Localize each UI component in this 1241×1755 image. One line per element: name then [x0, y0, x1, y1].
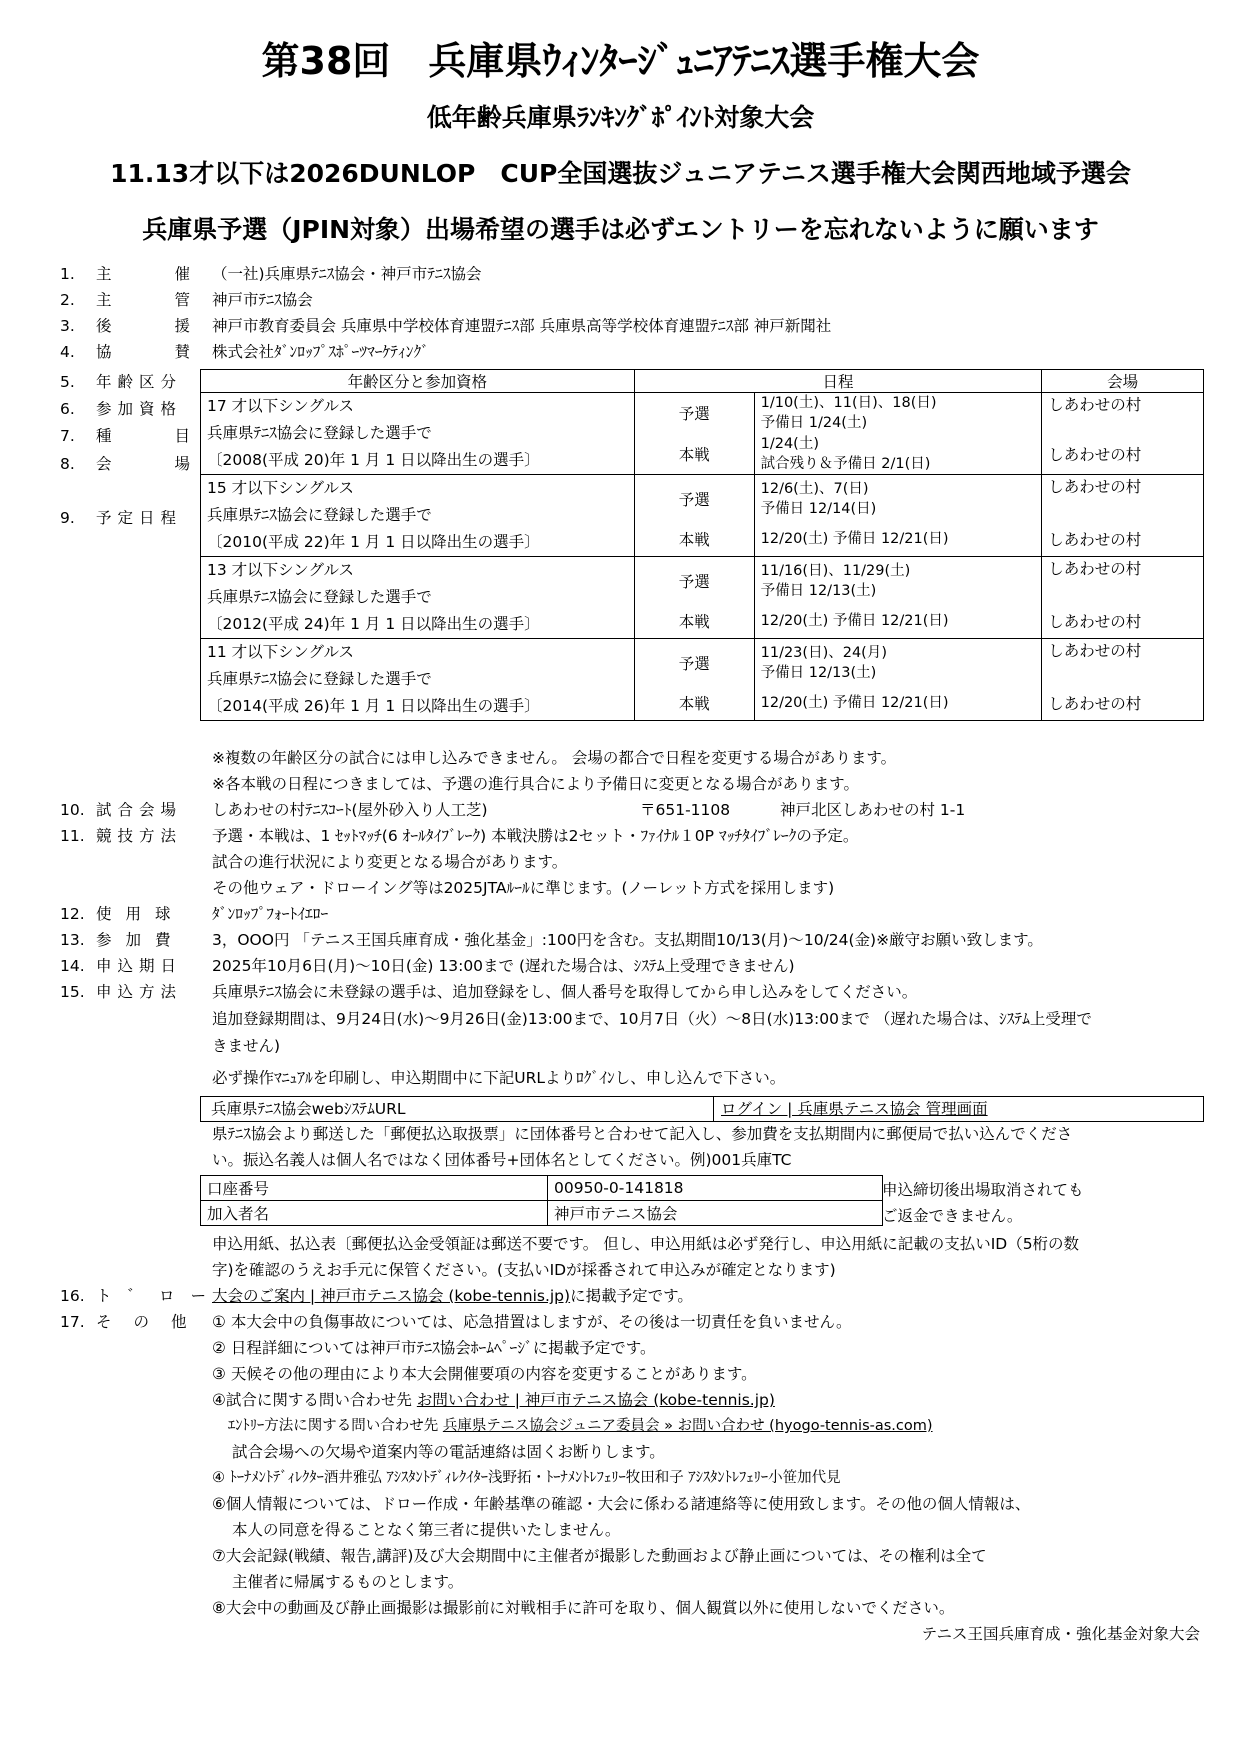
division-line: 兵庫県ﾃﾆｽ協会に登録した選手で [207, 506, 432, 524]
division-line: 〔2010(平成 22)年 1 月 1 日以降出生の選手〕 [207, 533, 540, 551]
payee-value: 神戸市テニス協会 [548, 1201, 883, 1226]
division-cell [201, 557, 635, 639]
division-cell [201, 475, 635, 557]
other-item-officials: ④ ﾄｰﾅﾒﾝﾄﾃﾞｨﾚｸﾀｰ酒井雅弘 ｱｼｽﾀﾝﾄﾃﾞｨﾚｸｲﾀｰ浅野拓・ﾄｰﾅﾒﾝﾄﾚﾌｪﾘｰ牧田和子 ｱｼｽﾀﾝﾄﾚﾌｪﾘｰ小笹加代見 [212, 1470, 841, 1486]
other-item-4b: ｴﾝﾄﾘｰ方法に関する問い合わせ先 兵庫県テニス協会ジュニア委員会 » お問い合わせ (hyogo-tennis-as.com) [228, 1418, 933, 1434]
other-item-2: ② 日程詳細については神戸市ﾃﾆｽ協会ﾎｰﾑﾍﾟｰｼﾞに掲載予定です。 [212, 1339, 656, 1357]
table-header-row [201, 370, 1204, 393]
division-line: 〔2012(平成 24)年 1 月 1 日以降出生の選手〕 [207, 615, 540, 633]
tournament-info-link[interactable]: 大会のご案内 | 神戸市テニス協会 (kobe-tennis.jp) [212, 1287, 571, 1305]
qualifying-venue: しあわせの村 [1042, 639, 1204, 687]
qualifying-label: 予選 [634, 557, 754, 605]
footer-fund-note: テニス王国兵庫育成・強化基金対象大会 [921, 1625, 1200, 1643]
qualifying-label: 予選 [634, 475, 754, 523]
title-sub-entry: 兵庫県予選（JPIN対象）出場希望の選手は必ずエントリーを忘れないように願います [142, 215, 1099, 244]
item-entry-deadline: 14. 申込期日 2025年10月6日(月)～10日(金) 13:00まで (遅れた場合は、ｼｽﾃﾑ上受理できません) [60, 957, 795, 975]
title-main: 第38回 兵庫県ｳｨﾝﾀｰｼﾞｭﾆｱﾃﾆｽ選手権大会 [261, 39, 980, 83]
main-draw-dates: 12/20(土) 予備日 12/21(日) [754, 687, 1042, 721]
item-entry-method: 15. 申込方法 兵庫県ﾃﾆｽ協会に未登録の選手は、追加登録をし、個人番号を取得してから申し込みをしてください。 [60, 983, 918, 1001]
qualifying-dates: 11/23(日)、24(月) 予備日 12/13(土) [754, 639, 1042, 687]
header-division: 年齢区分と参加資格 [201, 370, 635, 393]
table-row [201, 475, 1204, 523]
qualifying-dates: 11/16(日)、11/29(土) 予備日 12/13(土) [754, 557, 1042, 605]
division-line: 11 才以下シングルス [207, 643, 355, 661]
other-item-3: ③ 天候その他の理由により本大会開催要項の内容を変更することがあります。 [212, 1365, 757, 1383]
entry-manual-note: 必ず操作ﾏﾆｭｱﾙを印刷し、申込期間中に下記URLよりﾛｸﾞｲﾝし、申し込んで下さい。 [212, 1069, 786, 1087]
main-draw-label: 本戦 [634, 523, 754, 557]
refund-note-1: 申込締切後出場取消されても [882, 1181, 1084, 1199]
item-venue: 8. 会 場 [60, 455, 190, 473]
division-line: 兵庫県ﾃﾆｽ協会に登録した選手で [207, 670, 432, 688]
qualifying-label: 予選 [634, 393, 754, 434]
table-row [201, 393, 1204, 434]
account-number-value: 00950-0-141818 [548, 1176, 883, 1201]
main-draw-venue: しあわせの村 [1042, 434, 1204, 475]
division-cell [201, 393, 635, 475]
item-event: 7. 種 目 [60, 427, 190, 445]
main-draw-venue: しあわせの村 [1042, 687, 1204, 721]
contact-link-kobe[interactable]: お問い合わせ | 神戸市テニス協会 (kobe-tennis.jp) [416, 1391, 775, 1409]
payment-instructions: 県ﾃﾆｽ協会より郵送した「郵便払込取扱票」に団体番号と合わせて記入し、参加費を支払期間内に郵便局で払い込んでくださ [212, 1125, 1073, 1143]
title-sub-dunlop: 11.13才以下は2026DUNLOP CUP全国選抜ジュニアテニス選手権大会関西地域予選会 [110, 159, 1131, 188]
item-ball: 12. 使用球 ﾀﾞﾝﾛｯﾌﾟﾌｫｰﾄｲｴﾛｰ [60, 905, 329, 923]
qualifying-venue: しあわせの村 [1042, 393, 1204, 434]
application-form-note: 申込用紙、払込表〔郵便払込金受領証は郵送不要です。 但し、申込用紙は必ず発行し、申込用紙に記載の支払いID（5桁の数 [212, 1235, 1080, 1253]
main-draw-venue: しあわせの村 [1042, 523, 1204, 557]
entry-additional-period-cont: きません) [212, 1037, 281, 1055]
main-draw-dates: 12/20(土) 予備日 12/21(日) [754, 605, 1042, 639]
division-cell [201, 639, 635, 721]
other-item-4a: ④試合に関する問い合わせ先 お問い合わせ | 神戸市テニス協会 (kobe-tennis.jp) [212, 1391, 775, 1409]
web-system-url-box [200, 1096, 1204, 1122]
contact-link-hyogo[interactable]: 兵庫県テニス協会ジュニア委員会 » お問い合わせ (hyogo-tennis-as.com) [442, 1418, 933, 1434]
item-match-venue: 10. 試合会場 しあわせの村ﾃﾆｽｺｰﾄ(屋外砂入り人工芝) 〒651-1108 神戸北区しあわせの村 1-1 [60, 801, 966, 819]
schedule-table [200, 369, 1204, 721]
item-sponsor: 4. 協 賛 株式会社ﾀﾞﾝﾛｯﾌﾟｽﾎﾟｰﾂﾏｰｹﾃｨﾝｸﾞ [60, 343, 430, 361]
item-eligibility: 6. 参加資格 [60, 400, 183, 418]
item-manager: 2. 主 管 神戸市ﾃﾆｽ協会 [60, 291, 313, 309]
main-draw-venue: しあわせの村 [1042, 605, 1204, 639]
payment-instructions-cont: い。振込名義人は個人名ではなく団体番号+団体名としてください。例)001兵庫TC [212, 1151, 792, 1169]
main-draw-dates: 12/20(土) 予備日 12/21(日) [754, 523, 1042, 557]
login-link[interactable]: ログイン | 兵庫県テニス協会 管理画面 [721, 1100, 988, 1118]
qualifying-dates: 1/10(土)、11(日)、18(日) 予備日 1/24(土) [754, 393, 1042, 434]
division-line: 15 才以下シングルス [207, 479, 355, 497]
division-line: 兵庫県ﾃﾆｽ協会に登録した選手で [207, 588, 432, 606]
table-row [201, 639, 1204, 687]
account-table [200, 1175, 883, 1226]
item-competition-format: 11. 競技方法 予選・本戦は、1 ｾｯﾄﾏｯﾁ(6 ｵｰﾙﾀｲﾌﾞﾚｰｸ) 本戦決勝は2セット・ﾌｧｲﾅﾙ１0P ﾏｯﾁﾀｲﾌﾞﾚｰｸの予定。 試合の進行状況により変更となる場合があります。 その他ウェア・ドローイング等は2025JTAﾙｰﾙに準じます。(ノーレット方式を採用します) [60, 827, 859, 897]
table-row [201, 557, 1204, 605]
item-entry-fee: 13. 参加費 3，OOO円 「テニス王国兵庫育成・強化基金」:100円を含む。支払期間10/13(月)～10/24(金)※厳守お願い致します。 [60, 931, 1043, 949]
main-draw-label: 本戦 [634, 434, 754, 475]
header-schedule: 日程 [634, 370, 1041, 393]
other-item-6a: ⑥個人情報については、ドロー作成・年齢基準の確認・大会に係わる諸連絡等に使用致します。その他の個人情報は、 [212, 1495, 1031, 1513]
qualifying-dates: 12/6(土)、7(日) 予備日 12/14(日) [754, 475, 1042, 523]
main-draw-label: 本戦 [634, 687, 754, 721]
refund-note-2: ご返金できません。 [882, 1207, 1023, 1225]
note-main-draw-schedule: ※各本戦の日程につきましては、予選の進行具合により予備日に変更となる場合があります。 [212, 775, 859, 793]
division-line: 13 才以下シングルス [207, 561, 355, 579]
main-draw-label: 本戦 [634, 605, 754, 639]
payee-label: 加入者名 [201, 1201, 548, 1226]
entry-additional-period: 追加登録期間は、9月24日(水)～9月26日(金)13:00まで、10月7日（火）～8日(水)13:00まで （遅れた場合は、ｼｽﾃﾑ上受理で [212, 1010, 1092, 1028]
item-draw: 16. ト゛ロー 大会のご案内 | 神戸市テニス協会 (kobe-tennis.jp)に掲載予定です。 [60, 1287, 693, 1305]
main-draw-dates: 1/24(土) 試合残り＆予備日 2/1(日) [754, 434, 1042, 475]
item-organizer: 1. 主 催 （一社)兵庫県ﾃﾆｽ協会・神戸市ﾃﾆｽ協会 [60, 265, 482, 283]
other-item-6b: 本人の同意を得ることなく第三者に提供いたしません。 [232, 1521, 621, 1539]
other-item-8: ⑧大会中の動画及び静止画撮影は撮影前に対戦相手に許可を取り、個人観賞以外に使用しないでください。 [212, 1599, 955, 1617]
title-sub-ranking: 低年齢兵庫県ﾗﾝｷﾝｸﾞﾎﾟｲﾝﾄ対象大会 [426, 103, 815, 132]
other-item-7b: 主催者に帰属するものとします。 [232, 1573, 464, 1591]
qualifying-venue: しあわせの村 [1042, 557, 1204, 605]
other-item-7a: ⑦大会記録(戦績、報告,講評)及び大会期間中に主催者が撮影した動画および静止画については、その権利は全て [212, 1547, 987, 1565]
division-line: 17 才以下シングルス [207, 397, 355, 415]
url-label: 兵庫県ﾃﾆｽ協会webｼｽﾃﾑURL [211, 1100, 406, 1118]
note-multiple-divisions: ※複数の年齢区分の試合には申し込みできません。 会場の都合で日程を変更する場合があります。 [212, 749, 897, 767]
item-support: 3. 後 援 神戸市教育委員会 兵庫県中学校体育連盟ﾃﾆｽ部 兵庫県高等学校体育連盟ﾃﾆｽ部 神戸新聞社 [60, 317, 832, 335]
header-venue: 会場 [1042, 370, 1204, 393]
application-form-note-cont: 字)を確認のうえお手元に保管ください。(支払いIDが採番されて申込みが確定となります) [212, 1261, 836, 1279]
item-schedule: 9. 予定日程 [60, 509, 183, 527]
division-line: 〔2014(平成 26)年 1 月 1 日以降出生の選手〕 [207, 697, 540, 715]
division-line: 兵庫県ﾃﾆｽ協会に登録した選手で [207, 424, 432, 442]
other-item-4c: 試合会場への欠場や道案内等の電話連絡は固くお断りします。 [232, 1443, 665, 1461]
item-other: 17. その他 ① 本大会中の負傷事故については、応急措置はしますが、その後は一切責任を負いません。 [60, 1313, 852, 1331]
account-number-label: 口座番号 [201, 1176, 548, 1201]
qualifying-label: 予選 [634, 639, 754, 687]
qualifying-venue: しあわせの村 [1042, 475, 1204, 523]
item-age-division: 5. 年齢区分 [60, 373, 183, 391]
division-line: 〔2008(平成 20)年 1 月 1 日以降出生の選手〕 [207, 451, 540, 469]
